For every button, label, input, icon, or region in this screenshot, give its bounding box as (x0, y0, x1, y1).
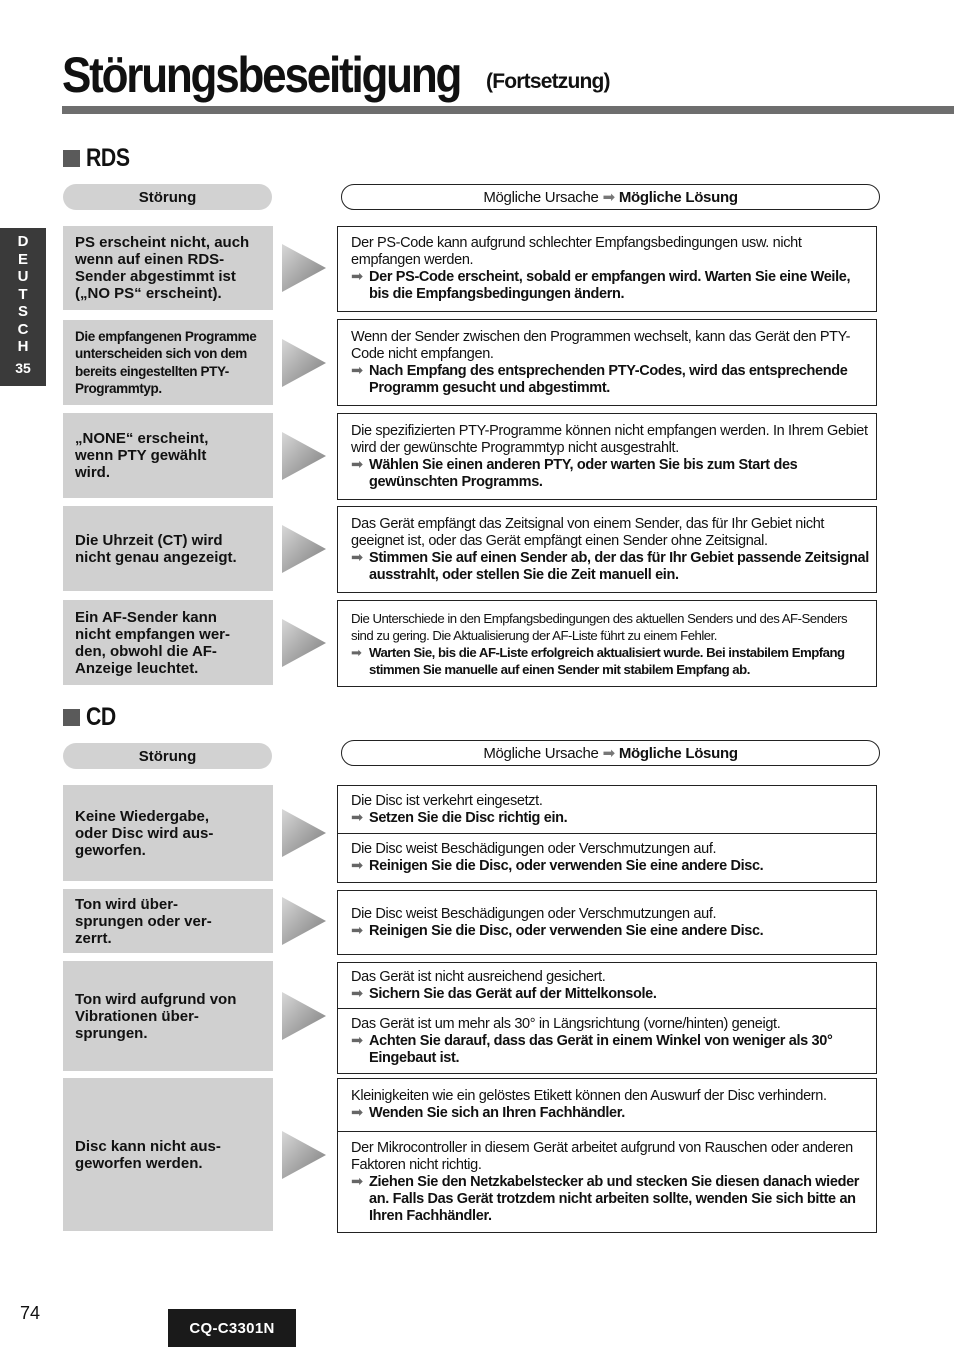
square-bullet-icon (63, 150, 80, 167)
solution-item (338, 601, 876, 686)
fix-line (351, 1105, 870, 1122)
cause-text: Das Gerät ist nicht ausreichend gesichert. (351, 968, 606, 985)
solution-label: Mögliche Lösung (618, 188, 738, 206)
triangle-arrow-icon (282, 244, 326, 292)
problem-cell: PS erscheint nicht, auch wenn auf einen RDS- Sender abgestimmt ist („NO PS“ erscheint). (63, 226, 273, 310)
cause-text: Der PS-Code kann aufgrund schlechter Empfangsbedingungen usw. nicht empfangen werden. (351, 235, 802, 268)
fix-text: Ziehen Sie den Netzkabelstecker ab und stecken Sie diesen danach wieder an. Falls Das Gerät trotzdem nicht arbeiten sollte, wenden Sie sich bitte an Ihren Fachhändler. (369, 1173, 860, 1224)
solution-box (337, 506, 877, 593)
solution-item (338, 1131, 876, 1232)
section-heading-rds (63, 144, 137, 173)
arrow-right-icon: ➡ (351, 922, 363, 939)
cause-text: Kleinigkeiten wie ein gelöstes Etikett können den Auswurf der Disc verhindern. (351, 1088, 827, 1104)
fix-line (351, 1033, 870, 1067)
solution-item (338, 227, 876, 311)
problem-cell: Die Uhrzeit (CT) wird nicht genau angezeigt. (63, 506, 273, 591)
arrow-right-icon: ➡ (351, 858, 363, 874)
page-title-subtitle: (Fortsetzung) (486, 70, 610, 93)
solution-item (338, 786, 876, 833)
solution-item (338, 963, 876, 1008)
square-bullet-icon (63, 709, 80, 726)
solution-box (337, 226, 877, 312)
solution-box (337, 600, 877, 687)
side-tab-letter: U (17, 268, 29, 285)
problem-cell: Disc kann nicht aus- geworfen werden. (63, 1078, 273, 1231)
column-header-cause-solution (341, 740, 880, 766)
solution-box (337, 785, 877, 883)
triangle-arrow-icon (282, 339, 326, 387)
arrow-right-icon: ➡ (351, 809, 363, 826)
section-heading-cd (63, 703, 121, 732)
triangle-arrow-icon (282, 809, 326, 857)
solution-item (338, 507, 876, 592)
fix-text: Reinigen Sie die Disc, oder verwenden Sie eine andere Disc. (369, 922, 764, 939)
side-tab-letter: T (18, 285, 28, 303)
column-header-problem: Störung (63, 743, 272, 769)
triangle-arrow-icon (282, 1131, 326, 1179)
cause-text: Die Unterschiede in den Empfangsbedingungen des aktuellen Senders und des AF-Senders sind zu gering. Die Aktualisierung der AF-Liste führt zu einem Fehler. (351, 610, 848, 643)
side-tab-letter: E (17, 250, 28, 268)
side-tab-page-number: 35 (15, 359, 31, 376)
cause-label: Mögliche Ursache (483, 744, 599, 762)
fix-line (351, 858, 870, 875)
triangle-arrow-icon (282, 619, 326, 667)
solution-item (338, 1079, 876, 1131)
cause-text: Die spezifizierten PTY-Programme können nicht empfangen werden. In Ihrem Gebiet wird der gewünschte Programmtyp nicht ausgestrahlt. (351, 422, 868, 456)
arrow-right-icon: ➡ (351, 549, 363, 566)
solution-box (337, 1078, 877, 1233)
solution-item (338, 320, 876, 405)
arrow-right-icon: ➡ (602, 745, 615, 762)
title-rule (62, 106, 954, 114)
arrow-right-icon: ➡ (351, 1032, 363, 1049)
fix-text: Nach Empfang des entsprechenden PTY-Codes, wird das entsprechende Programm gesucht und abgestimmt. (369, 362, 848, 396)
fix-text: Warten Sie, bis die AF-Liste erfolgreich aktualisiert wurde. Bei instabilem Empfang stimmen Sie manuelle auf einen Sender mit stabilem Empfang ab. (369, 644, 845, 677)
page-number: 74 (20, 1303, 41, 1323)
fix-line (351, 550, 870, 584)
solution-item (338, 414, 876, 499)
fix-line (351, 644, 870, 678)
side-tab-letters (18, 233, 29, 356)
cause-label: Mögliche Ursache (483, 188, 599, 206)
cause-text: Das Gerät empfängt das Zeitsignal von einem Sender, das für Ihr Gebiet nicht geeignet ist, oder das Gerät empfängt einen Sender ohne Zeitsignal. (351, 515, 825, 549)
problem-cell: Ton wird über- sprungen oder ver- zerrt. (63, 889, 273, 953)
arrow-right-icon: ➡ (602, 189, 615, 206)
fix-line (351, 363, 870, 397)
column-header-cause-solution (341, 184, 880, 210)
fix-text: Der PS-Code erscheint, sobald er empfangen wird. Warten Sie eine Weile, bis die Empfangsbedingungen ändern. (369, 269, 851, 302)
model-badge: CQ-C3301N (168, 1309, 296, 1347)
section-heading-text: CD (86, 703, 116, 731)
arrow-right-icon: ➡ (351, 1105, 363, 1121)
side-tab-letter: D (17, 233, 29, 250)
side-tab-letter: C (17, 320, 29, 338)
cause-text: Die Disc weist Beschädigungen oder Verschmutzungen auf. (351, 905, 717, 922)
arrow-right-icon: ➡ (351, 456, 363, 473)
fix-text: Setzen Sie die Disc richtig ein. (369, 809, 568, 826)
fix-text: Stimmen Sie auf einen Sender ab, der das für Ihr Gebiet passende Zeitsignal ausstrahlt, oder stellen Sie die Zeit manuell ein. (369, 549, 869, 583)
solution-box (337, 962, 877, 1074)
fix-text: Wenden Sie sich an Ihren Fachhändler. (369, 1105, 625, 1121)
solution-item (338, 891, 876, 954)
side-tab-letter: H (17, 338, 29, 355)
cause-text: Das Gerät ist um mehr als 30° in Längsrichtung (vorne/hinten) geneigt. (351, 1015, 781, 1032)
triangle-arrow-icon (282, 992, 326, 1040)
fix-text: Reinigen Sie die Disc, oder verwenden Sie eine andere Disc. (369, 858, 764, 874)
arrow-right-icon: ➡ (351, 644, 362, 660)
fix-line (351, 457, 870, 491)
side-tab-letter: S (17, 303, 28, 320)
arrow-right-icon: ➡ (351, 1173, 363, 1190)
fix-line (351, 923, 870, 940)
fix-text: Wählen Sie einen anderen PTY, oder warten Sie bis zum Start des gewünschten Programms. (369, 456, 798, 490)
triangle-arrow-icon (282, 897, 326, 945)
fix-line (351, 810, 870, 827)
column-header-problem: Störung (63, 184, 272, 210)
cause-text: Der Mikrocontroller in diesem Gerät arbeitet aufgrund von Rauschen oder anderen Faktoren nicht richtig. (351, 1139, 853, 1173)
page-title (62, 46, 610, 104)
fix-line (351, 986, 870, 1003)
problem-cell: Die empfangenen Programme unterscheiden sich von dem bereits eingestellten PTY- Programmtyp. (63, 320, 273, 405)
fix-text: Sichern Sie das Gerät auf der Mittelkonsole. (369, 985, 657, 1002)
problem-cell: Keine Wiedergabe, oder Disc wird aus- geworfen. (63, 785, 273, 881)
section-heading-text: RDS (86, 144, 130, 172)
arrow-right-icon: ➡ (351, 985, 363, 1002)
solution-box (337, 890, 877, 955)
cause-text: Wenn der Sender zwischen den Programmen wechselt, kann das Gerät den PTY-Code nicht empfangen. (351, 328, 851, 362)
solution-box (337, 413, 877, 500)
arrow-right-icon: ➡ (351, 362, 363, 379)
page-title-main: Störungsbeseitigung (62, 47, 461, 103)
cause-text: Die Disc ist verkehrt eingesetzt. (351, 792, 543, 809)
solution-box (337, 319, 877, 406)
cause-text: Die Disc weist Beschädigungen oder Verschmutzungen auf. (351, 841, 717, 857)
solution-item (338, 1008, 876, 1073)
arrow-right-icon: ➡ (351, 269, 363, 285)
fix-line (351, 1174, 870, 1225)
triangle-arrow-icon (282, 525, 326, 573)
solution-label: Mögliche Lösung (618, 744, 738, 762)
problem-cell: Ein AF-Sender kann nicht empfangen wer- den, obwohl die AF- Anzeige leuchtet. (63, 600, 273, 685)
language-side-tab (0, 228, 46, 386)
fix-text: Achten Sie darauf, dass das Gerät in einem Winkel von weniger als 30° Eingebaut ist. (369, 1032, 833, 1066)
solution-item (338, 833, 876, 882)
triangle-arrow-icon (282, 432, 326, 480)
fix-line (351, 269, 870, 303)
problem-cell: Ton wird aufgrund von Vibrationen über- sprungen. (63, 961, 273, 1071)
problem-cell: „NONE“ erscheint, wenn PTY gewählt wird. (63, 413, 273, 498)
